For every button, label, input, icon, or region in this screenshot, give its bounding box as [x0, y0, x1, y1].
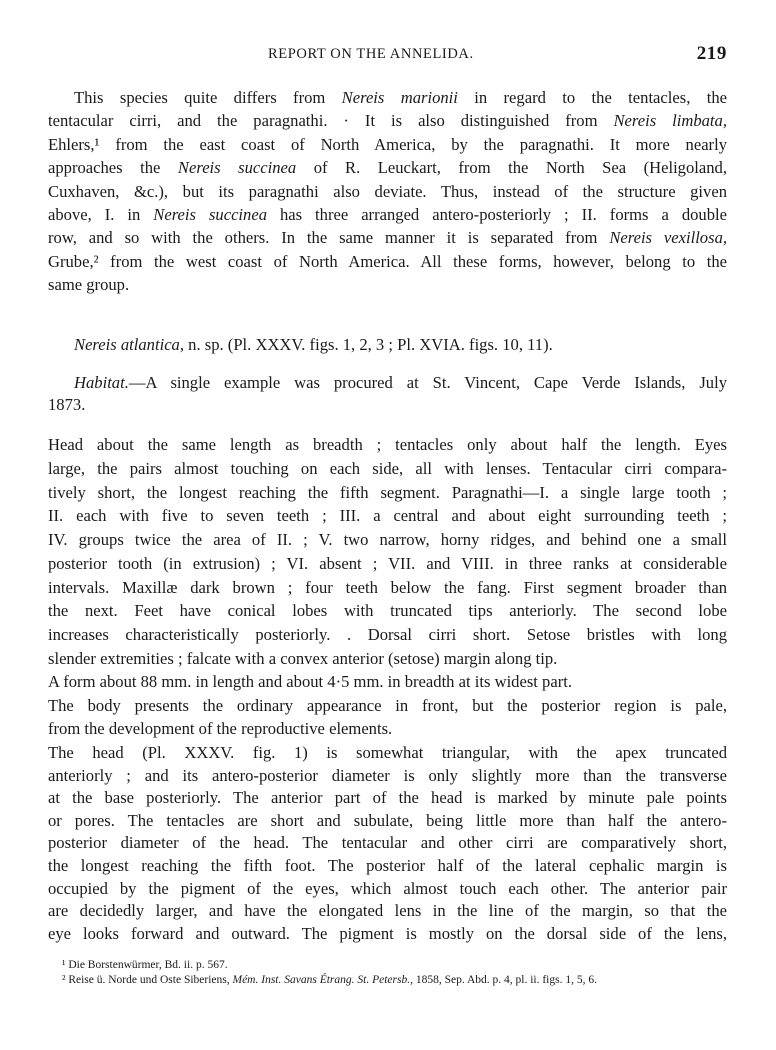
- footnote: [62, 959, 228, 971]
- text-line: [48, 134, 727, 154]
- text-line: [48, 603, 727, 620]
- text-line: [48, 277, 727, 294]
- text-run: large, the pairs almost touching on each side, all with lenses. Tentacular cirri compara-: [48, 458, 727, 478]
- species-heading: [48, 337, 727, 360]
- text-line: [48, 698, 727, 715]
- habitat: [48, 375, 727, 419]
- text-run: IV. groups twice the area of II. ; V. two narrow, horny ridges, and behind one a small: [48, 530, 727, 550]
- text-line: [48, 903, 727, 920]
- para-body: [48, 698, 727, 744]
- text-run: intervals. Maxillæ dark brown ; four teeth below the fang. First segment broader than: [48, 577, 727, 597]
- text-run: Grube,² from the west coast of North America. All these forms, however, belong to the: [48, 251, 727, 271]
- text-run: Cuxhaven, &c.), but its paragnathi also deviate. Thus, instead of the structure given: [48, 181, 727, 201]
- text-run: approaches the: [48, 158, 178, 178]
- text-line: [48, 765, 727, 785]
- text-run: are decidedly larger, and have the elongated lens in the line of the margin, so that the: [48, 901, 727, 921]
- text-line: [48, 204, 727, 224]
- text-line: [48, 113, 727, 130]
- text-run: , 1858, Sep. Abd. p. 4, pl. ii. figs. 1, 5, 6.: [410, 974, 597, 986]
- text-run: row, and so with the others. In the same manner it is separated from: [48, 228, 610, 248]
- italic-text: Nereis limbata,: [613, 111, 727, 131]
- text-run: Ehlers,¹ from the east coast of North America, by the paragnathi. It more nearly: [48, 134, 727, 154]
- text-run: in regard to the tentacles, the: [457, 88, 727, 107]
- text-run: of R. Leuckart, from the North Sea (Heligoland,: [296, 158, 727, 178]
- italic-text: Habitat.: [74, 373, 129, 392]
- text-line: [48, 553, 727, 573]
- text-run: —A single example was procured at St. Vincent, Cape Verde Islands, July: [128, 373, 727, 392]
- text-line: [48, 394, 727, 414]
- text-line: [48, 160, 727, 177]
- text-run: posterior diameter of the head. The tentacular and other cirri are comparatively short,: [48, 833, 727, 853]
- text-run: eye looks forward and outward. The pigment is mostly on the dorsal side of the lens,: [48, 923, 727, 943]
- text-line: [48, 482, 727, 502]
- text-run: tively short, the longest reaching the fifth segment. Paragnathi—I. a single large tooth ;: [48, 482, 727, 502]
- text-line: [48, 835, 727, 852]
- text-line: [48, 810, 727, 830]
- text-run: Head about the same length as breadth ; tentacles only about half the length. Eyes: [48, 435, 727, 454]
- text-line: [48, 651, 727, 668]
- italic-text: Mém. Inst. Savans Étrang. St. Petersb.: [232, 974, 411, 986]
- text-line: [48, 855, 727, 875]
- text-run: above, I. in: [48, 204, 154, 224]
- footnote: [62, 974, 597, 986]
- text-line: [48, 674, 727, 691]
- para-size: [48, 674, 727, 697]
- text-line: [48, 627, 727, 644]
- text-run: the next. Feet have conical lobes with truncated tips anteriorly. The second lobe: [48, 601, 727, 621]
- italic-text: Nereis succinea: [153, 204, 267, 224]
- text-run: A form about 88 mm. in length and about 4·5 mm. in breadth at its widest part.: [48, 672, 572, 691]
- text-line: [48, 90, 727, 107]
- running-title: REPORT ON THE ANNELIDA.: [268, 46, 474, 62]
- text-line: [48, 923, 727, 943]
- text-run: , n. sp. (Pl. XXXV. figs. 1, 2, 3 ; Pl. XVIA. figs. 10, 11).: [179, 335, 553, 354]
- text-line: [48, 375, 727, 392]
- text-run: The body presents the ordinary appearance in front, but the posterior region is pale,: [48, 696, 727, 715]
- text-line: [48, 577, 727, 597]
- text-line: [48, 508, 727, 525]
- text-line: [48, 458, 727, 478]
- text-run: has three arranged antero-posteriorly ; II. forms a double: [267, 204, 727, 224]
- para-comparison: [48, 90, 727, 301]
- text-run: or pores. The tentacles are short and subulate, being little more than half the antero-: [48, 810, 727, 830]
- italic-text: Nereis atlantica: [74, 335, 180, 354]
- italic-text: Nereis vexillosa,: [609, 228, 728, 248]
- text-line: [48, 251, 727, 271]
- text-run: from the development of the reproductive elements.: [48, 718, 393, 738]
- text-line: [48, 745, 727, 762]
- italic-text: Nereis marionii: [341, 88, 458, 107]
- text-run: anteriorly ; and its antero-posterior diameter is only slightly more than the transverse: [48, 765, 727, 785]
- text-run: occupied by the pigment of the eyes, which almost touch each other. The anterior pair: [48, 878, 727, 898]
- text-run: same group.: [48, 275, 130, 295]
- text-run: The head (Pl. XXXV. fig. 1) is somewhat triangular, with the apex truncated: [48, 743, 727, 762]
- page-number: 219: [696, 43, 727, 64]
- text-line: [48, 718, 727, 738]
- text-line: [48, 437, 727, 454]
- text-line: [48, 532, 727, 549]
- text-line: [48, 878, 727, 898]
- text-run: the longest reaching the fifth foot. The posterior half of the lateral cephalic margin is: [48, 855, 727, 875]
- text-run: increases characteristically posteriorly. . Dorsal cirri short. Setose bristles with long: [48, 625, 727, 645]
- text-run: ² Reise ü. Norde und Oste Siberiens,: [62, 974, 233, 986]
- text-line: [48, 181, 727, 201]
- text-line: [48, 790, 727, 807]
- text-run: posterior tooth (in extrusion) ; VI. absent ; VII. and VIII. in three ranks at considerable: [48, 553, 727, 573]
- text-line: [48, 337, 727, 354]
- text-run: 1873.: [48, 394, 86, 414]
- text-run: ¹ Die Borstenwürmer, Bd. ii. p. 567.: [62, 959, 228, 971]
- text-run: at the base posteriorly. The anterior part of the head is marked by minute pale points: [48, 788, 727, 808]
- para-diagnosis: [48, 437, 727, 675]
- text-line: [48, 230, 727, 247]
- text-run: slender extremities ; falcate with a convex anterior (setose) margin along tip.: [48, 649, 558, 669]
- italic-text: Nereis succinea: [177, 158, 297, 178]
- text-run: This species quite differs from: [74, 88, 342, 107]
- text-run: II. each with five to seven teeth ; III. a central and about eight surrounding teeth ;: [48, 506, 727, 526]
- text-run: tentacular cirri, and the paragnathi. · It is also distinguished from: [48, 111, 614, 131]
- para-head: [48, 745, 727, 948]
